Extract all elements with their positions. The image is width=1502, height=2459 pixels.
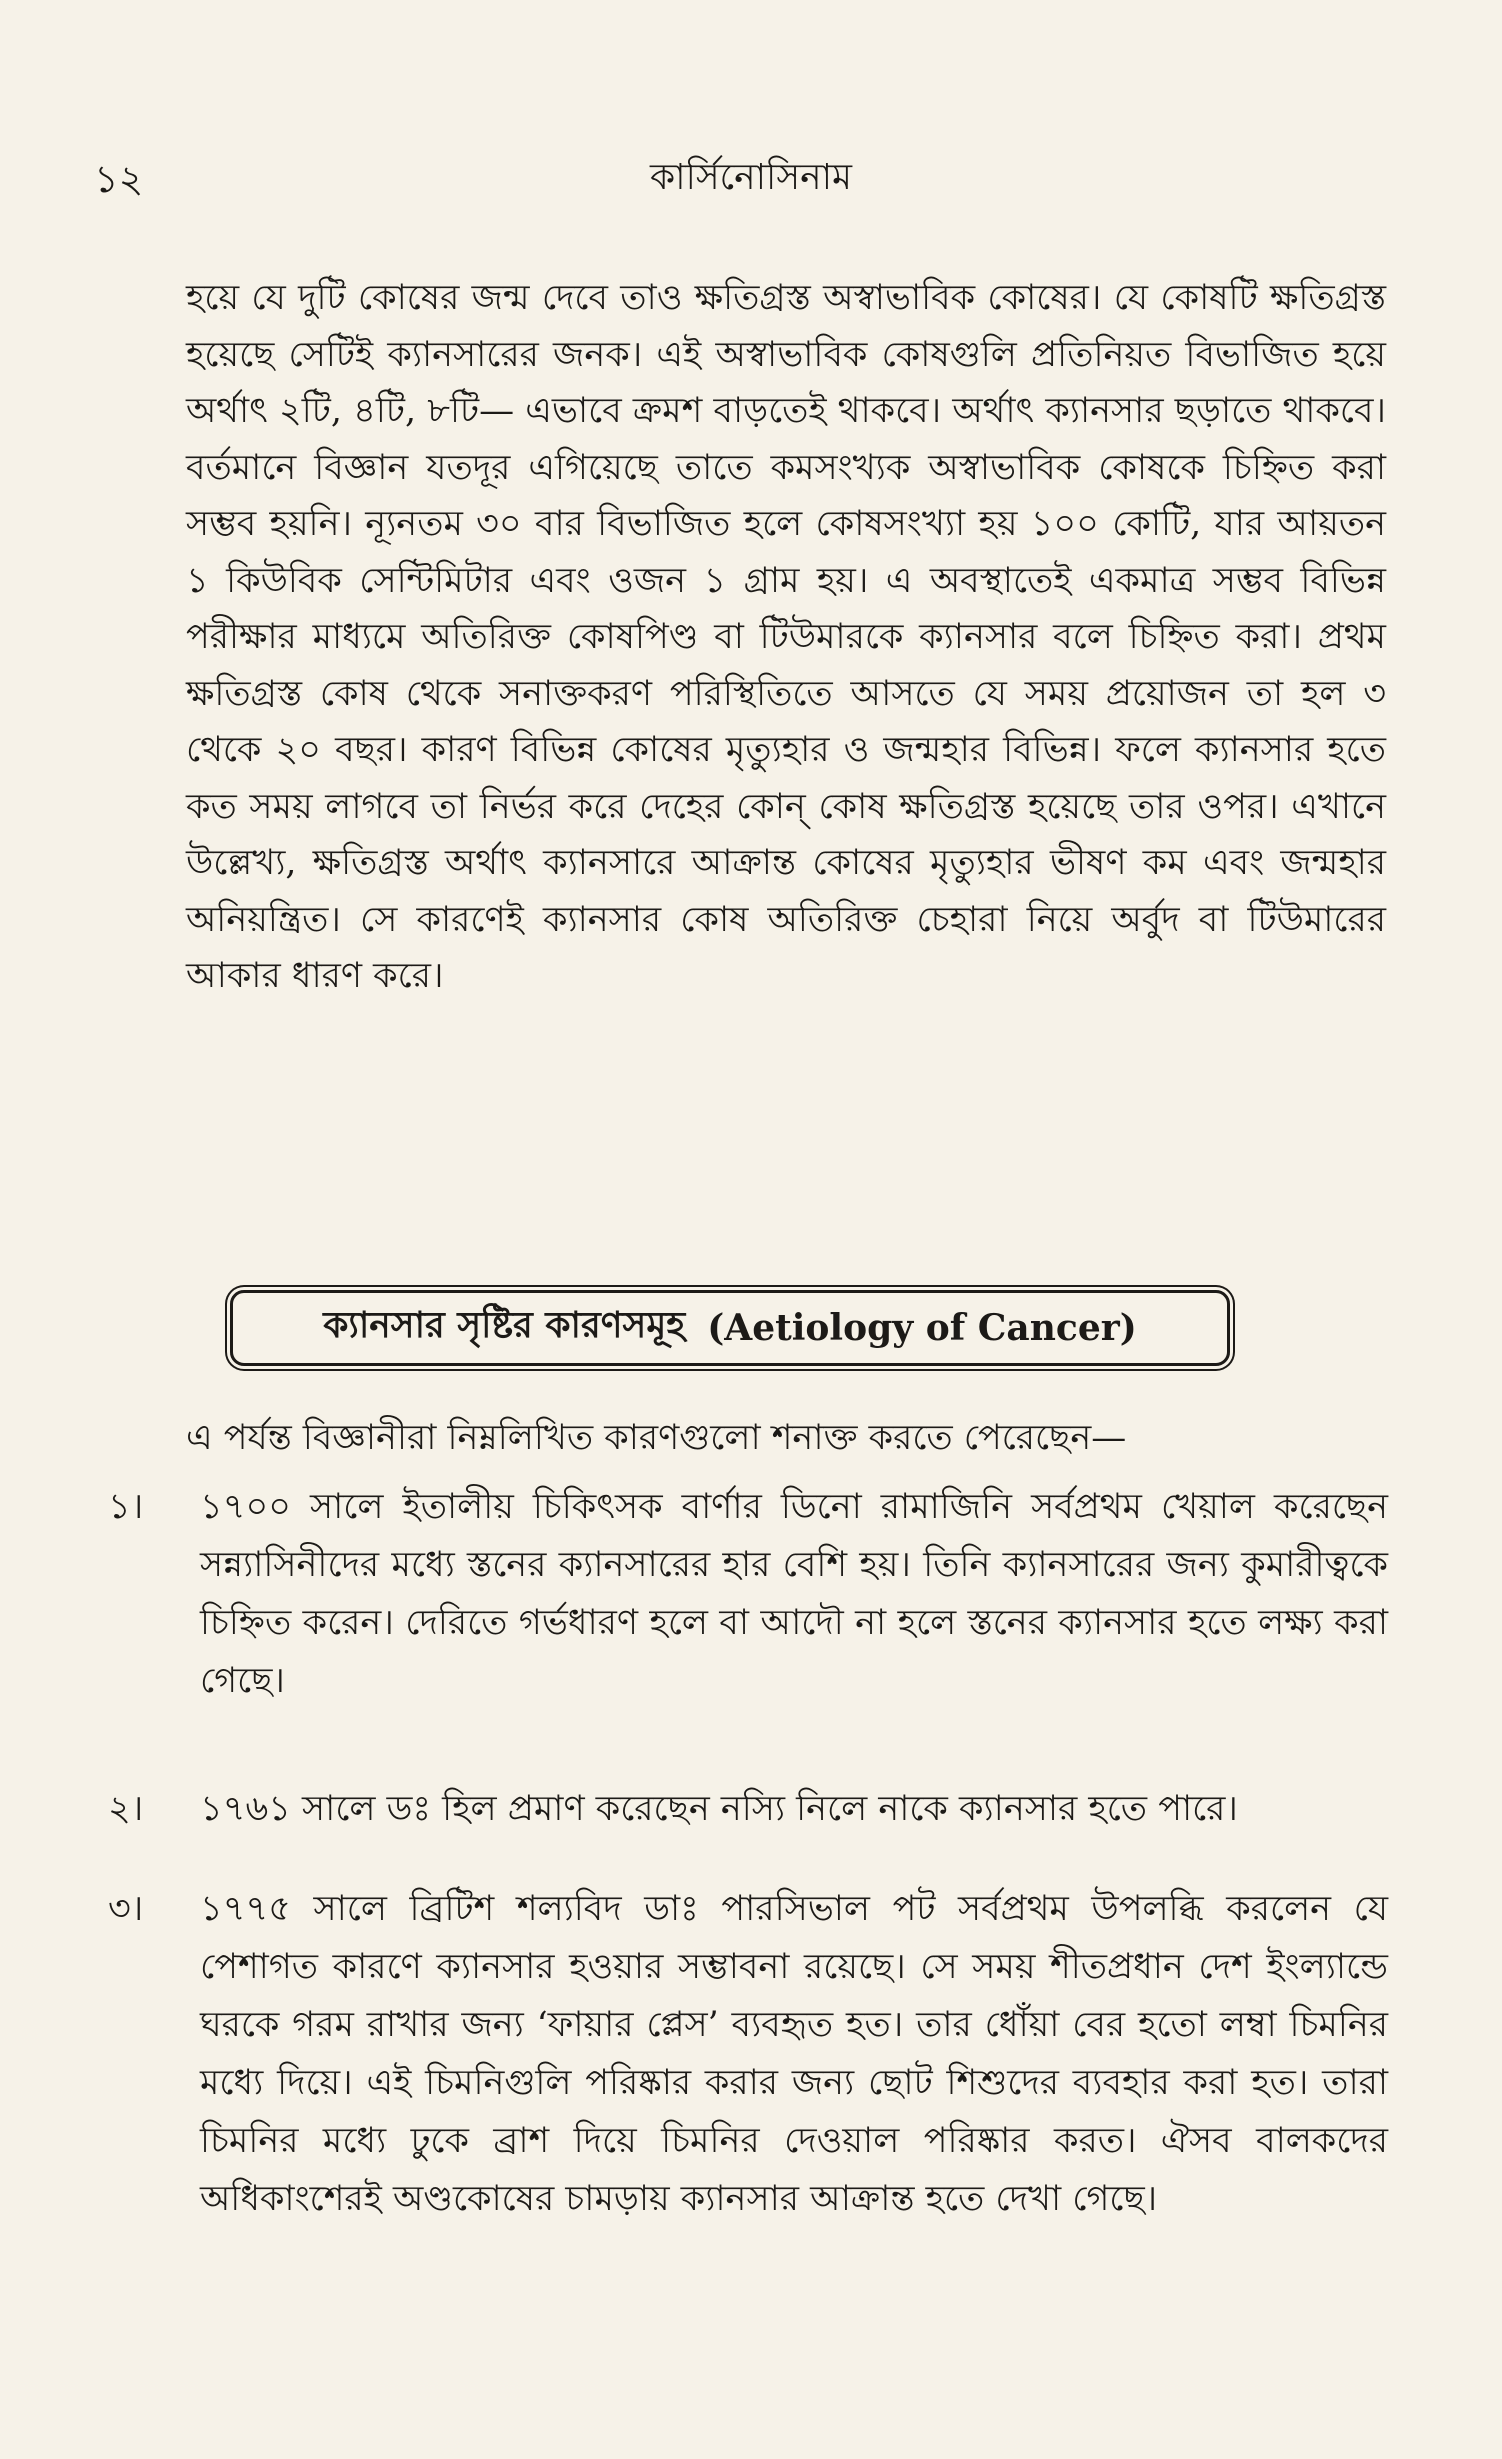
section-intro: এ পর্যন্ত বিজ্ঞানীরা নিম্নলিখিত কারণগুলো শনাক্ত করতে পেরেছেন— (186, 1418, 1127, 1458)
section-title-english: (Aetiology of Cancer) (707, 1307, 1137, 1349)
list-item-number: ২। (108, 1789, 144, 1829)
running-title: কার্সিনোসিনাম (649, 157, 853, 198)
list-item-number: ৩। (108, 1889, 144, 1929)
page-number: ১২ (94, 157, 144, 201)
body-paragraph: হয়ে যে দুটি কোষের জন্ম দেবে তাও ক্ষতিগ্রস্ত অস্বাভাবিক কোষের। যে কোষটি ক্ষতিগ্রস্ত হয়েছে সেটিই ক্যানসারের জনক। এই অস্বাভাবিক কোষগুলি প্রতিনিয়ত বিভাজিত হয়ে অর্থাৎ ২টি, ৪টি, ৮টি— এভাবে ক্রমশ বাড়তেই থাকবে। অর্থাৎ ক্যানসার ছড়াতে থাকবে। বর্তমানে বিজ্ঞান যতদূর এগিয়েছে তাতে কমসংখ্যক অস্বাভাবিক কোষকে চিহ্নিত করা সম্ভব হয়নি। ন্যূনতম ৩০ বার বিভাজিত হলে কোষসংখ্যা হয় ১০০ কোটি, যার আয়তন ১ কিউবিক সেন্টিমিটার এবং ওজন ১ গ্রাম হয়। এ অবস্থাতেই একমাত্র সম্ভব বিভিন্ন পরীক্ষার মাধ্যমে অতিরিক্ত কোষপিণ্ড বা টিউমারকে ক্যানসার বলে চিহ্নিত করা। প্রথম ক্ষতিগ্রস্ত কোষ থেকে সনাক্তকরণ পরিস্থিতিতে আসতে যে সময় প্রয়োজন তা হল ৩ থেকে ২০ বছর। কারণ বিভিন্ন কোষের মৃত্যুহার ও জন্মহার বিভিন্ন। ফলে ক্যানসার হতে কত সময় লাগবে তা নির্ভর করে দেহের কোন্ কোষ ক্ষতিগ্রস্ত হয়েছে তার ওপর। এখানে উল্লেখ্য, ক্ষতিগ্রস্ত অর্থাৎ ক্যানসারে আক্রান্ত কোষের মৃত্যুহার ভীষণ কম এবং জন্মহার অনিয়ন্ত্রিত। সে কারণেই ক্যানসার কোষ অতিরিক্ত চেহারা নিয়ে অর্বুদ বা টিউমারের আকার ধারণ করে। (186, 278, 1386, 996)
list-item-text: ১৭০০ সালে ইতালীয় চিকিৎসক বার্ণার ডিনো রামাজিনি সর্বপ্রথম খেয়াল করেছেন সন্ন্যাসিনীদের মধ্যে স্তনের ক্যানসারের হার বেশি হয়। তিনি ক্যানসারের জন্য কুমারীত্বকে চিহ্নিত করেন। দেরিতে গর্ভধারণ হলে বা আদৌ না হলে স্তনের ক্যানসার হতে লক্ষ্য করা গেছে। (200, 1487, 1388, 1701)
section-title-bengali: ক্যানসার সৃষ্টির কারণসমূহ (323, 1304, 686, 1346)
list-item-text: ১৭৬১ সালে ডঃ হিল প্রমাণ করেছেন নস্যি নিলে নাকে ক্যানসার হতে পারে। (200, 1789, 1238, 1829)
section-heading-box (230, 1290, 1230, 1366)
list-item-text: ১৭৭৫ সালে ব্রিটিশ শল্যবিদ ডাঃ পারসিভাল পট সর্বপ্রথম উপলব্ধি করলেন যে পেশাগত কারণে ক্যানসার হওয়ার সম্ভাবনা রয়েছে। সে সময় শীতপ্রধান দেশ ইংল্যান্ডে ঘরকে গরম রাখার জন্য ‘ফায়ার প্লেস’ ব্যবহৃত হত। তার ধোঁয়া বের হতো লম্বা চিমনির মধ্যে দিয়ে। এই চিমনিগুলি পরিষ্কার করার জন্য ছোট শিশুদের ব্যবহার করা হত। তারা চিমনির মধ্যে ঢুকে ব্রাশ দিয়ে চিমনির দেওয়াল পরিষ্কার করত। ঐসব বালকদের অধিকাংশেরই অণ্ডকোষের চামড়ায় ক্যানসার আক্রান্ত হতে দেখা গেছে। (200, 1889, 1388, 2219)
page-header (0, 150, 1502, 210)
list-item-number: ১। (108, 1487, 144, 1527)
